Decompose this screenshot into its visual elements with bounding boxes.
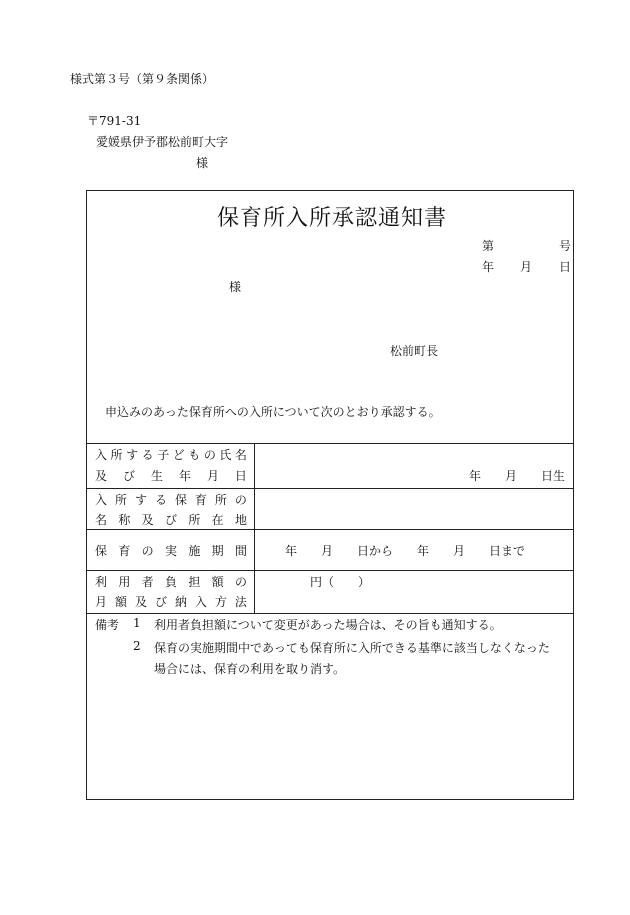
remark-num-2: 2	[133, 639, 141, 653]
date-month: 月	[520, 260, 533, 274]
period-value: 年 月 日から 年 月 日まで	[285, 544, 526, 558]
address-line: 愛媛県伊予郡松前町大字	[96, 135, 229, 149]
postal-code: 〒791-31	[87, 114, 142, 128]
period-label: 保 育 の 実 施 期 間	[95, 544, 247, 558]
fee-label-2: 月 額 及 び 納 入 方 法	[95, 595, 247, 609]
notice-form	[86, 190, 574, 800]
form-number: 様式第３号（第９条関係）	[70, 72, 215, 86]
issuer: 松前町長	[390, 344, 439, 358]
divider	[87, 570, 573, 571]
child-name-label: 入 所 す る 子 ど も の 氏 名	[95, 448, 247, 462]
number-prefix: 第	[482, 239, 495, 253]
remark-text-2b: 場合には、保育の利用を取り消す。	[154, 662, 346, 676]
remark-text-1: 利用者負担額について変更があった場合は、その旨も通知する。	[154, 618, 502, 632]
number-suffix: 号	[559, 239, 572, 253]
divider	[87, 488, 573, 489]
fee-value: 円（ ）	[310, 575, 371, 589]
child-birth-label: 及 び 生 年 月 日	[95, 469, 247, 483]
date-day: 日	[559, 260, 572, 274]
notice-title: 保育所入所承認通知書	[217, 206, 448, 231]
divider	[87, 529, 573, 530]
column-divider	[254, 443, 255, 613]
facility-label-1: 入 所 す る 保 育 所 の	[95, 493, 247, 507]
recipient-sama: 様	[229, 280, 242, 294]
remark-text-2a: 保育の実施期間中であっても保育所に入所できる基準に該当しなくなった	[154, 641, 550, 655]
fee-label-1: 利 用 者 負 担 額 の	[95, 575, 247, 589]
address-sama: 様	[196, 156, 209, 170]
divider	[87, 443, 573, 444]
divider	[87, 613, 573, 614]
remark-num-1: 1	[133, 616, 141, 630]
facility-label-2: 名 称 及 び 所 在 地	[95, 513, 247, 527]
approval-statement: 申込みのあった保育所への入所について次のとおり承認する。	[105, 405, 441, 419]
date-year: 年	[482, 260, 495, 274]
remarks-heading: 備考	[95, 618, 120, 632]
child-birth-value: 年 月 日生	[469, 469, 566, 483]
